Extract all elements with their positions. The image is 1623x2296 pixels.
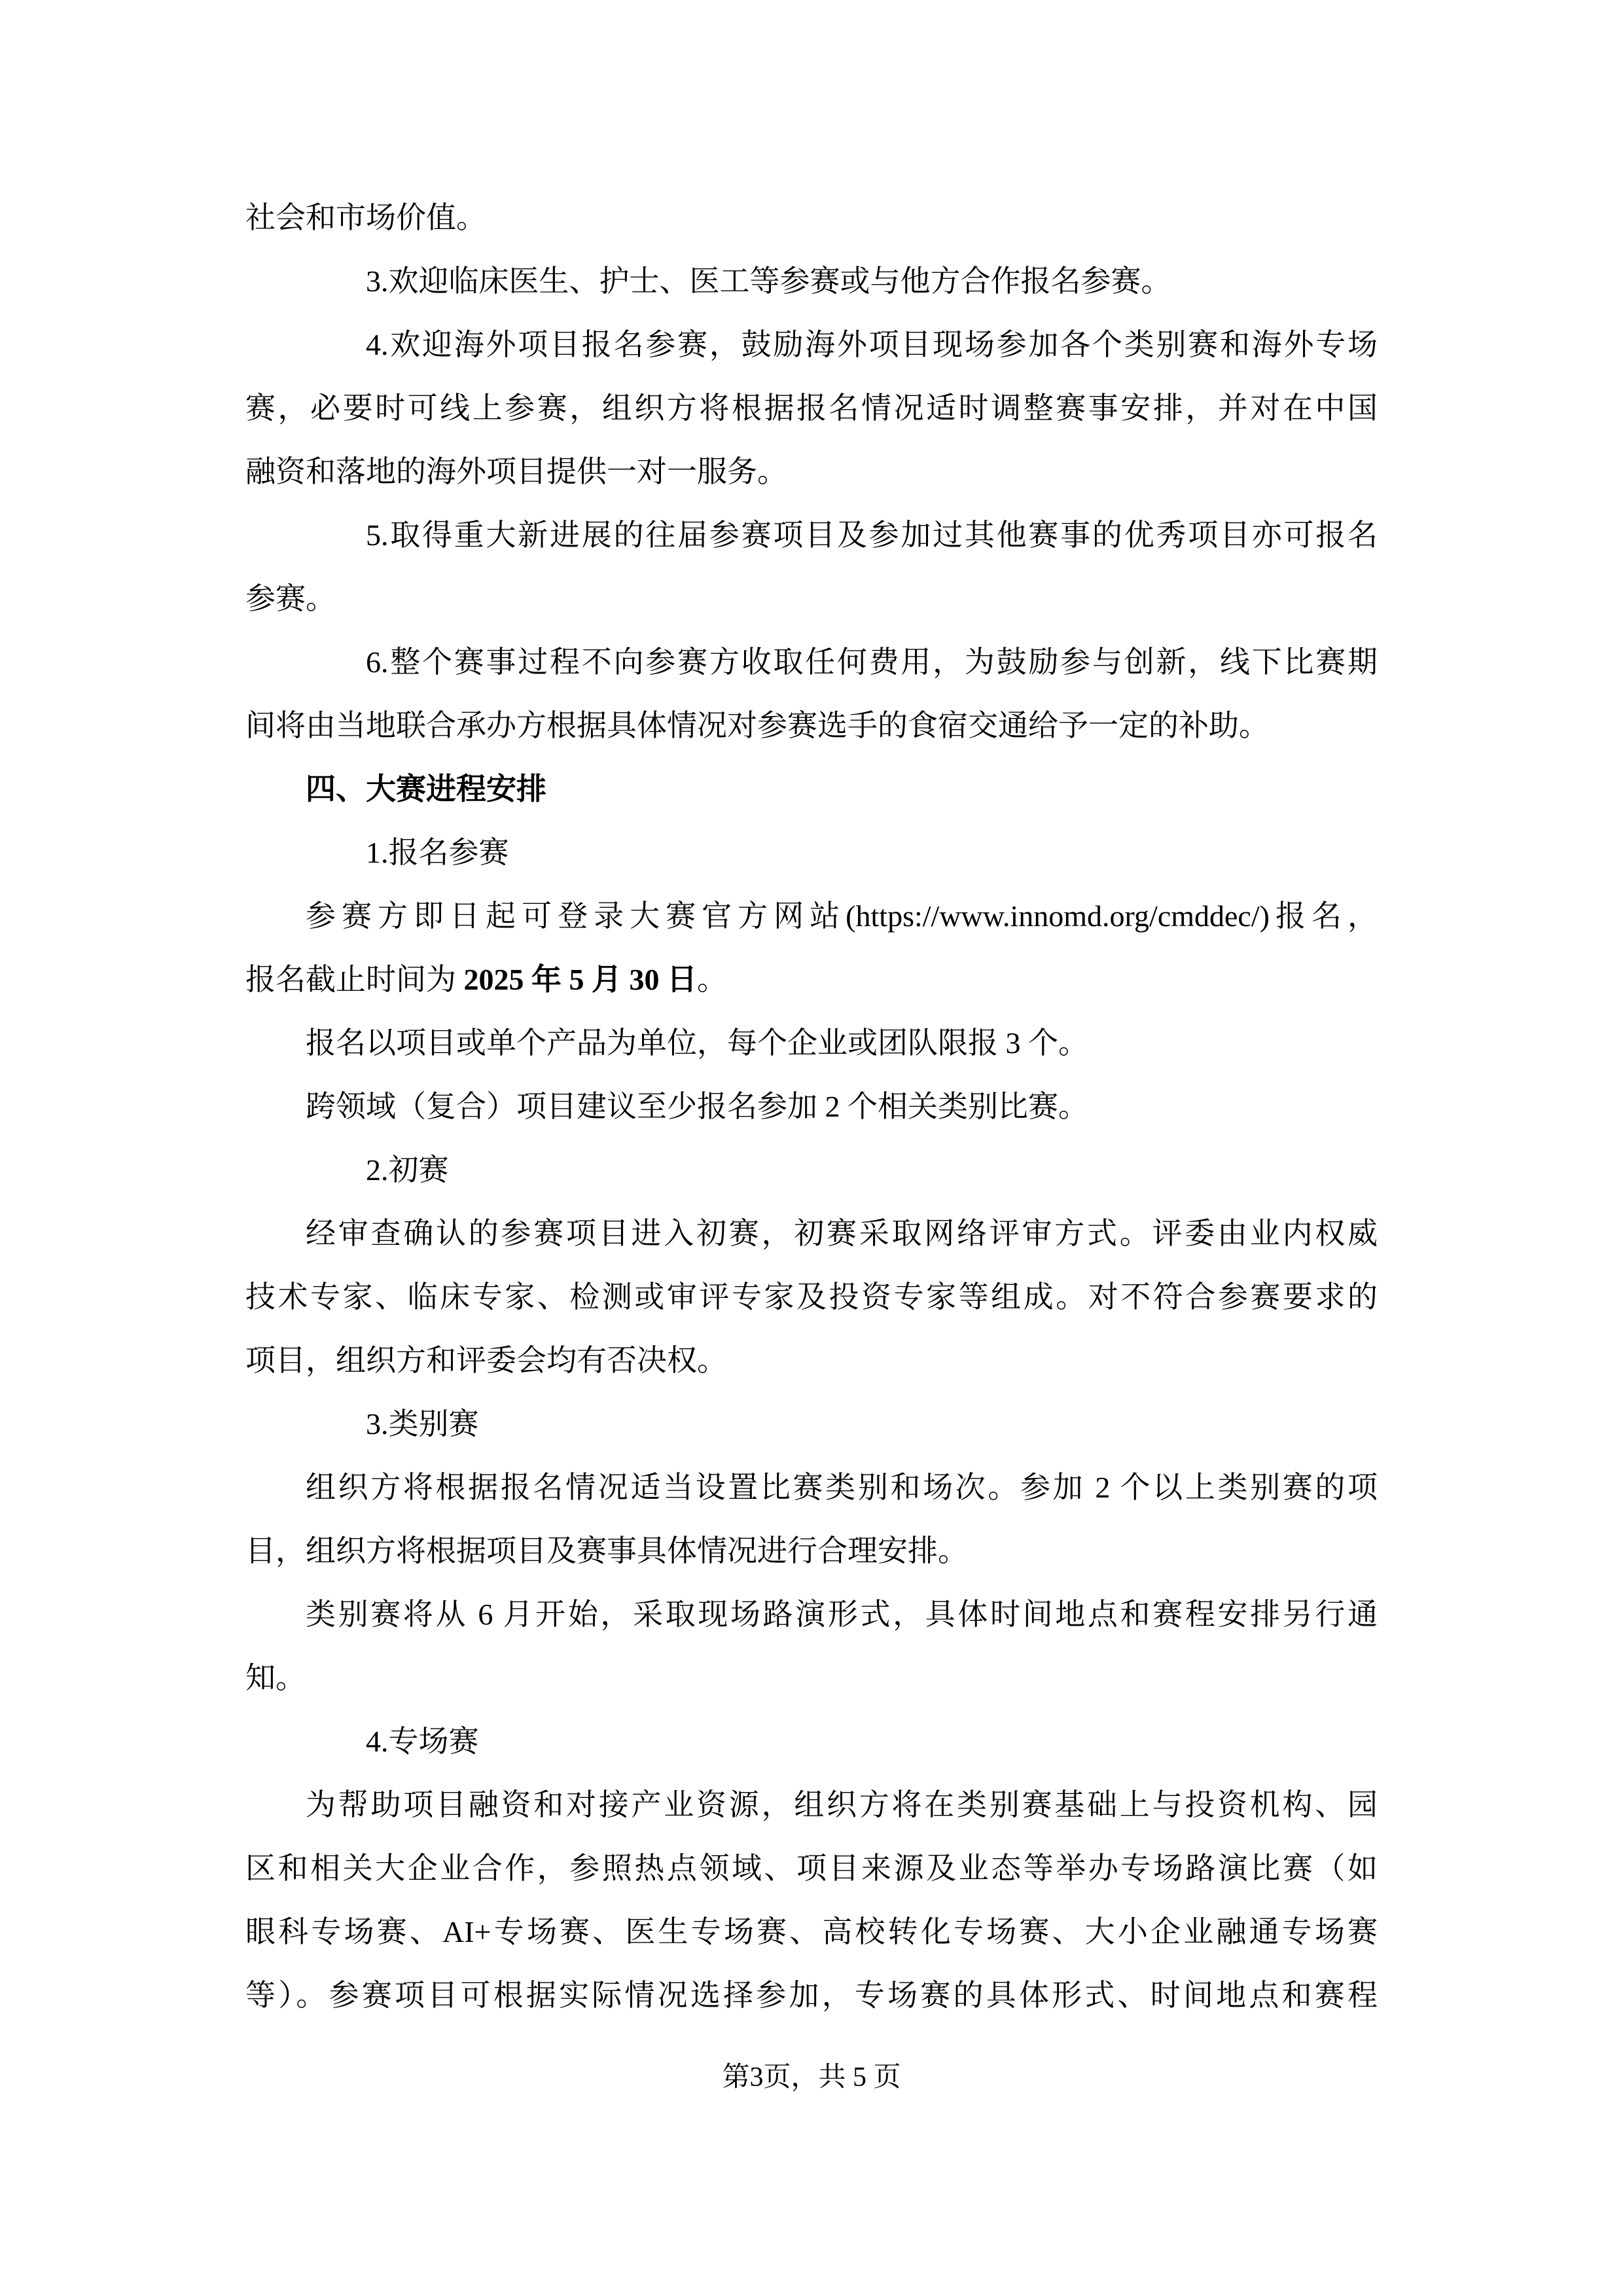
text-run: 欢迎海外项目报名参赛，鼓励海外项目现场参加各个类别赛和海外专场 [388,328,1378,361]
text-line [245,1583,1378,1646]
list-number: 5. [366,518,389,552]
text-run: 欢迎临床医生、护士、医工等参赛或与他方合作报名参赛。 [388,264,1171,298]
list-number: 1. [366,836,389,869]
list-number: 6. [366,645,389,679]
text-line [245,1773,1378,1837]
text-line [245,1456,1378,1519]
text-run: 经审查确认的参赛项目进入初赛，初赛采取网络评审方式。评委由业内权威 [306,1217,1378,1250]
text-line [245,1329,1378,1392]
text-line [245,948,1378,1011]
text-run: 融资和落地的海外项目提供一对一服务。 [245,455,787,488]
text-run: 整个赛事过程不向参赛方收取任何费用，为鼓励参与创新，线下比赛期 [388,645,1378,679]
text-line [245,440,1378,503]
text-line [245,376,1378,440]
list-number: 3. [366,1407,389,1441]
text-line [245,313,1378,376]
registration-deadline: 2025 年 5 月 30 日 [463,963,697,996]
list-number: 4. [366,328,389,361]
text-line [245,1646,1378,1710]
text-run: 取得重大新进展的往届参赛项目及参加过其他赛事的优秀项目亦可报名 [388,518,1378,552]
text-run: 技术专家、临床专家、检测或审评专家及投资专家等组成。对不符合参赛要求的 [245,1280,1378,1314]
text-run: )报名， [1259,899,1378,933]
text-line [245,1265,1378,1329]
text-run: 知。 [245,1661,306,1695]
text-run: 报名以项目或单个产品为单位，每个企业或团队限报 3 个。 [306,1026,1088,1060]
text-line [245,884,1378,948]
text-line [245,1011,1378,1075]
text-run: 初赛 [388,1153,449,1187]
text-line [245,1837,1378,1900]
text-run: 四、大赛进程安排 [306,772,546,806]
text-run: 组织方将根据报名情况适当设置比赛类别和场次。参加 2 个以上类别赛的项 [306,1471,1378,1504]
text-run: 报名截止时间为 [245,963,464,996]
section-heading [245,757,1378,821]
text-run: 为帮助项目融资和对接产业资源，组织方将在类别赛基础上与投资机构、园 [306,1788,1378,1821]
text-line [245,1900,1378,1964]
text-run: 类别赛将从 6 月开始，采取现场路演形式，具体时间地点和赛程安排另行通 [306,1598,1378,1631]
text-run: 报名参赛 [388,836,509,869]
text-run: 目，组织方将根据项目及赛事具体情况进行合理安排。 [245,1534,968,1568]
text-line [245,249,1378,313]
text-run: 专场赛 [388,1725,479,1758]
text-line [245,694,1378,757]
text-run: 等）。参赛项目可根据实际情况选择参加，专场赛的具体形式、时间地点和赛程 [245,1979,1378,2012]
list-number: 3. [366,264,389,298]
competition-website-url: https://www.innomd.org/cmddec/ [855,899,1260,933]
text-line [245,821,1378,884]
text-run: 项目，组织方和评委会均有否决权。 [245,1344,727,1377]
text-line [245,1392,1378,1456]
document-body [245,186,1378,2027]
text-run: 间将由当地联合承办方根据具体情况对参赛选手的食宿交通给予一定的补助。 [245,709,1269,742]
text-run: 区和相关大企业合作，参照热点领域、项目来源及业态等举办专场路演比赛（如 [245,1852,1378,1885]
text-run: 眼科专场赛、AI+专场赛、医生专场赛、高校转化专场赛、大小企业融通专场赛 [245,1915,1378,1948]
text-run: 参赛。 [245,582,336,615]
text-line [245,630,1378,694]
text-run: 跨领域（复合）项目建议至少报名参加 2 个相关类别比赛。 [306,1090,1088,1123]
text-line [245,1964,1378,2027]
text-line [245,503,1378,567]
text-run: 社会和市场价值。 [245,201,486,234]
text-line [245,1138,1378,1202]
text-line [245,567,1378,630]
text-line [245,186,1378,249]
text-line [245,1075,1378,1138]
text-line [245,1710,1378,1773]
text-run: 参赛方即日起可登录大赛官方网站( [306,899,856,933]
page-footer: 第3页，共 5 页 [722,2062,901,2092]
text-line [245,1519,1378,1583]
text-run: 赛，必要时可线上参赛，组织方将根据报名情况适时调整赛事安排，并对在中国 [245,391,1378,425]
text-line [245,1202,1378,1265]
list-number: 4. [366,1725,389,1758]
text-run: 类别赛 [388,1407,479,1441]
text-run: 。 [697,963,727,996]
list-number: 2. [366,1153,389,1187]
